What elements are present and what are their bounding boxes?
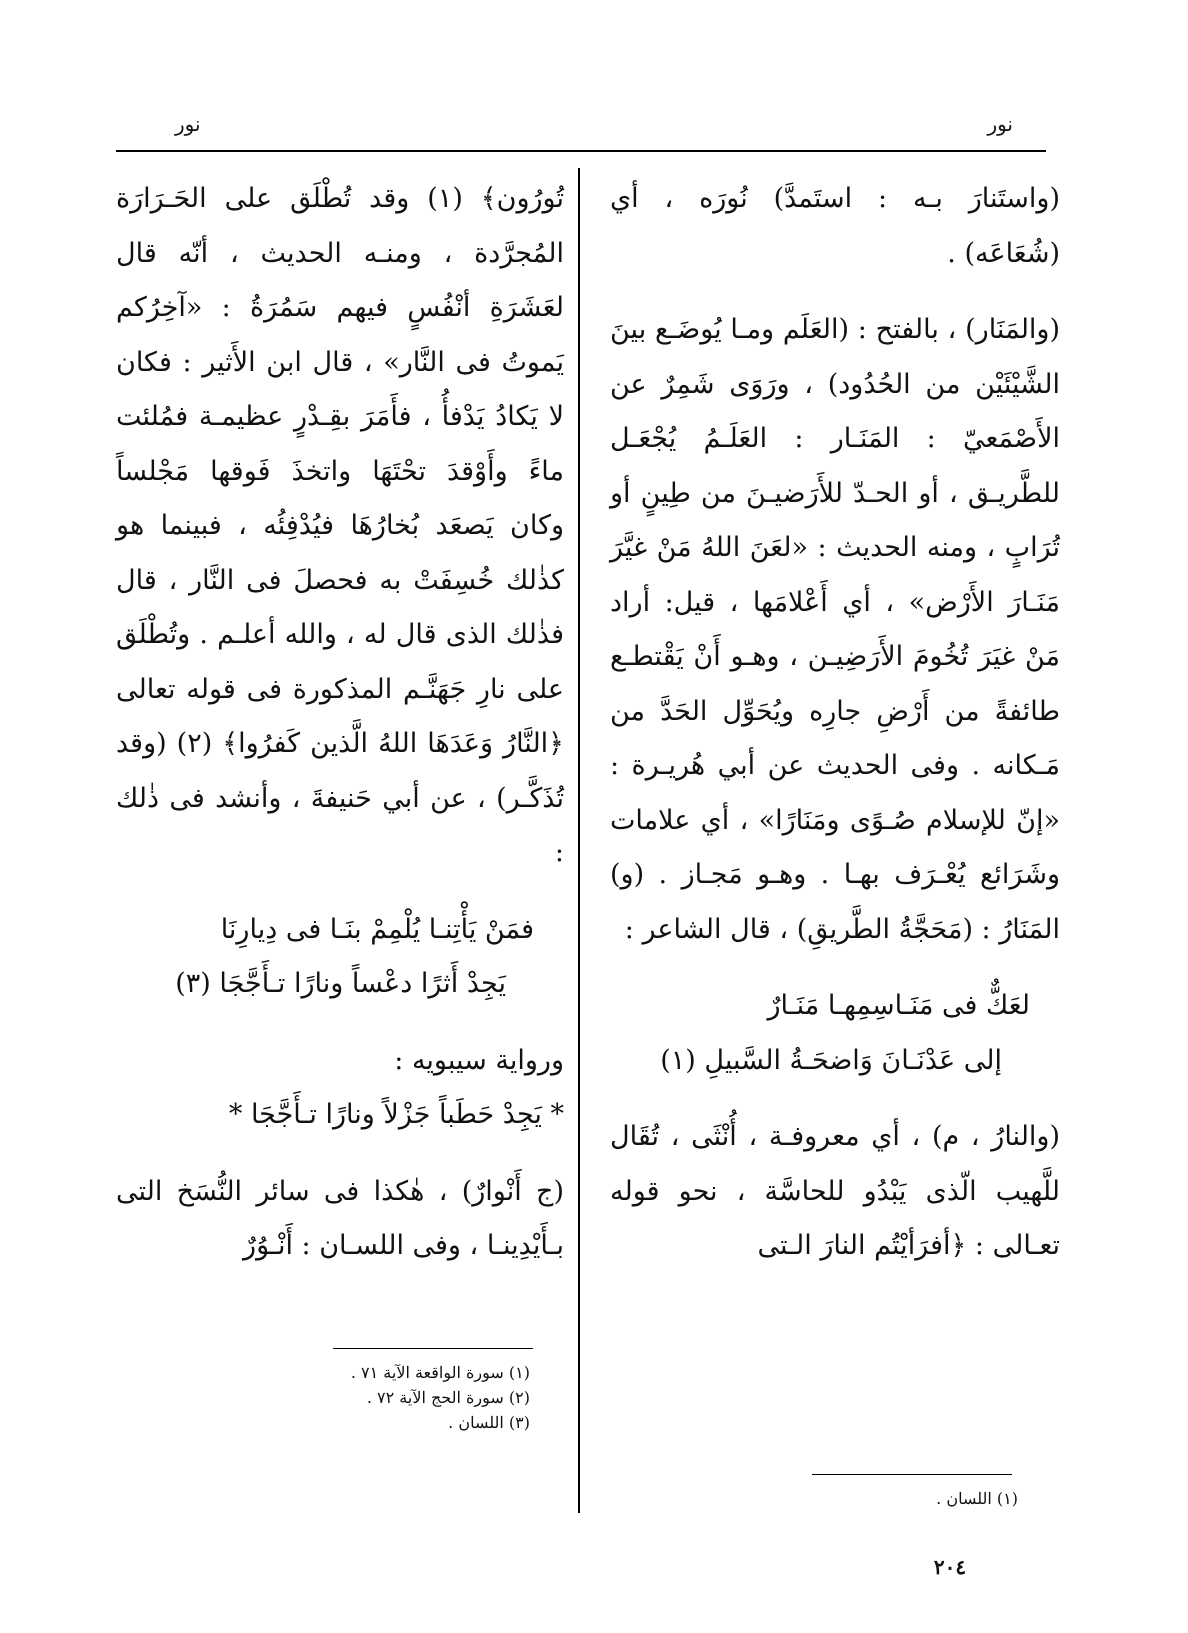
paragraph-gap (116, 1012, 564, 1034)
footnote: (١) سورة الواقعة الآية ٧١ . (350, 1363, 530, 1382)
column-rule (578, 168, 580, 1513)
entry-nar-continued: تُورُون﴾ (١) وقد تُطْلَق على الحَـرَارَة المُجرَّدة ، ومنـه الحديث ، أنّه قال لعَشَرَةِ أنْفُسٍ فيهم سَمُرَةُ : «آخِرُكم يَموتُ فى النَّار» ، قال ابن الأَثير : فكان لا يَكادُ يَدْفأُ ، فأَمَرَ بقِـدْرٍ عظيمـة فمُلئت ماءً وأَوْقدَ تحْتَهَا واتخذَ فَوقها مَجْلساً وكان يَصعَد بُخارُهَا فيُدْفِئُه ، فبينما هو كذٰلك خُسِفَتْ به فحصلَ فى النَّار ، قال فذٰلك الذى قال له ، والله أعلـم . وتُطْلَق على نارِ جَهَنَّـم المذكورة فى قوله تعالى ﴿النَّارُ وَعَدَهَا اللهُ الَّذين كَفرُوا﴾ (٢) (وقد تُذَكَّـر) ، عن أبي حَنيفةَ ، وأنشد فى ذٰلك : (116, 183, 564, 868)
sibawayh-note: ورواية سيبويه : (394, 1044, 564, 1076)
entry-nar: (والنارُ ، م) ، أي معروفـة ، أُنْثَى ، تُقَال للَّهيب الّذى يَبْدُو للحاسَّة ، نحو قوله تعـالى : ﴿أفرَأيْتُم النارَ الـتى (610, 1121, 1060, 1261)
running-head-left: نور (175, 112, 201, 136)
paragraph-gap (610, 281, 1060, 303)
footnotes-right (718, 1486, 1018, 1511)
verse-line: إلى عَدْنَـانَ وَاضحَـةُ السَّبيلِ (١) (660, 1044, 1002, 1076)
left-column (116, 172, 564, 1274)
entry-istanara: (واستَنارَ بـه : استَمدَّ) نُورَه ، أي (شُعَاعَه) . (610, 183, 1060, 269)
footnotes-left (230, 1360, 530, 1435)
page-number: ٢٠٤ (933, 1555, 967, 1579)
footnote: (٣) اللسان . (448, 1413, 530, 1432)
paragraph-gap (610, 957, 1060, 979)
footnote-rule-left (333, 1348, 533, 1349)
footnote: (٢) سورة الحج الآية ٧٢ . (366, 1388, 530, 1407)
footnote-rule-right (812, 1474, 1012, 1475)
paragraph-gap (116, 1143, 564, 1165)
paragraph-gap (610, 1088, 1060, 1110)
running-head-right: نور (987, 112, 1013, 136)
header-rule (116, 150, 1046, 152)
right-column (610, 172, 1060, 1274)
verse-line: لعَكٌّ فى مَنَـاسِمِهـا مَنَـارٌ (767, 990, 1030, 1021)
verse-line: يَجِدْ أَثرًا دعْساً ونارًا تـأَجَّجَا (٣) (175, 968, 506, 999)
entry-manar: (والمَنَار) ، بالفتح : (العَلَم ومـا يُوضَـع بينَ الشَّيْئَيْن من الحُدُود) ، ورَوَى شَمِرٌ عن الأَصْمَعيّ : المَنَـار : العَلَـمُ يُجْعَـل للطَّريـق ، أو الحـدّ للأَرَضيـنَ من طِينٍ أو تُرَابٍ ، ومنه الحديث : «لعَنَ اللهُ مَنْ غيَّرَ مَنَـارَ الأَرْض» ، أي أَعْلامَها ، قيل: أراد مَنْ غيَرَ تُخُومَ الأَرَضِيـن ، وهـو أَنْ يَقْتطـع طائفةً من أَرْضِ جارِه ويُحَوِّل الحَدَّ من مَـكانه . وفى الحديث عن أبي هُريـرة : «إنّ للإسلام صُـوًى ومَنَارًا» ، أي علامات وشَرَائع يُعْـرَف بهـا . وهـو مَجـاز . (و) المَنَارُ : (مَحَجَّةُ الطَّريقِ) ، قال الشاعر : (610, 314, 1060, 945)
sibawayh-verse: * يَجِدْ حَطَباً جَزْلاً ونارًا تـأَجَّجَا * (228, 1099, 564, 1130)
footnote: (١) اللسان . (936, 1489, 1018, 1508)
paragraph-gap (116, 881, 564, 903)
verse-line: فمَنْ يَأْتِنـا يُلْمِمْ بنَـا فى دِيارِنَا (220, 913, 534, 945)
plural-note: (ج أَنْوارٌ) ، هٰكذا فى سائر النُّسَخ التى بـأَيْدِينـا ، وفى اللسـان : أَنْـوُرٌ (116, 1175, 564, 1261)
